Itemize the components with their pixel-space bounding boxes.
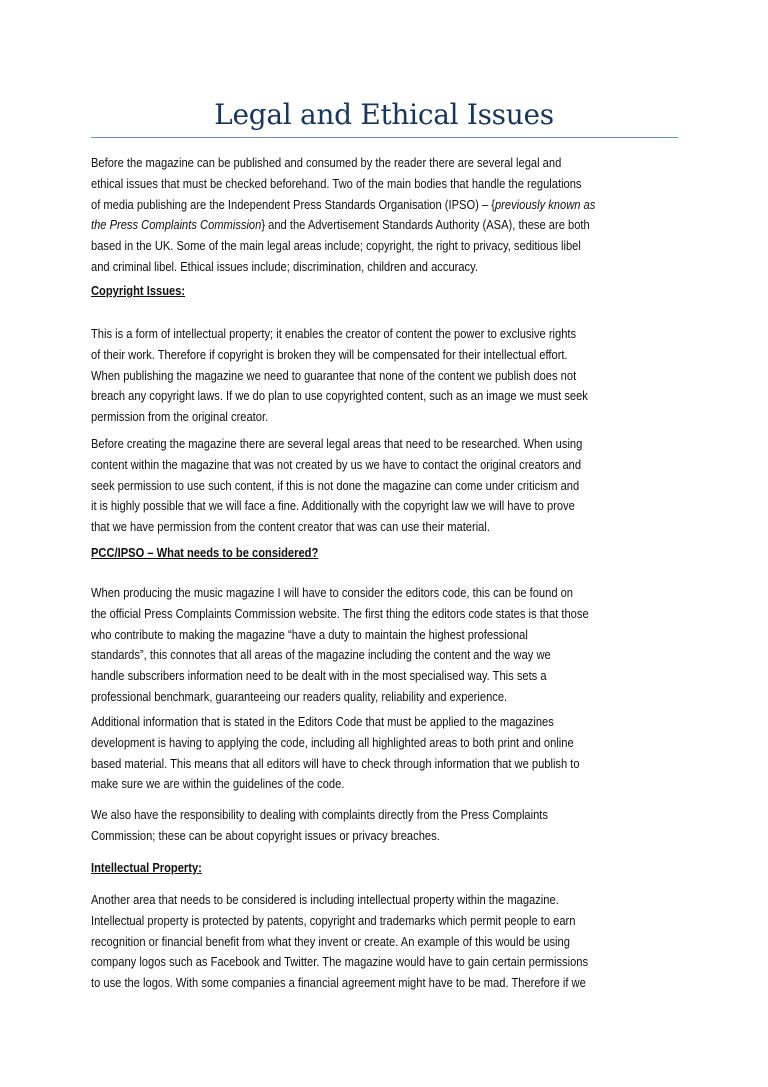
text-line: Intellectual property is protected by patents, copyright and trademarks which permit people to earn [91, 913, 576, 928]
text-line: Another area that needs to be considered is including intellectual property within the magazine. [91, 893, 559, 907]
text-line: to use the logos. With some companies a financial agreement might have to be mad. Therefore if we [91, 976, 586, 991]
text-line: of their work. Therefore if copyright is broken they will be compensated for their intellectual effort. [91, 347, 568, 362]
text-line: This is a form of intellectual property; it enables the creator of content the power to exclusive rights [91, 327, 577, 341]
paragraph [91, 583, 589, 708]
text-line: company logos such as Facebook and Twitter. The magazine would have to gain certain permissions [91, 955, 589, 970]
text-line [91, 215, 595, 236]
text-line: Before the magazine can be published and consumed by the reader there are several legal and [91, 156, 562, 170]
text-line: seek permission to use such content, if this is not done the magazine can come under criticism and [91, 478, 580, 493]
italic-text: previously known as [494, 197, 596, 212]
paragraph [91, 712, 580, 795]
title-divider [91, 137, 678, 138]
text-line: We also have the responsibility to dealing with complaints directly from the Press Complaints [91, 808, 548, 822]
text-line: and criminal libel. Ethical issues include; discrimination, children and accuracy. [91, 259, 478, 274]
text-line: standards”, this connotes that all areas of the magazine including the content and the way we [91, 648, 551, 663]
text-line: permission from the original creator. [91, 410, 269, 425]
text-segment: } and the Advertisement Standards Authority (ASA), these are both [261, 218, 590, 233]
text-line: breach any copyright laws. If we do plan to use copyrighted content, such as an image we must seek [91, 389, 588, 404]
text-line: Before creating the magazine there are several legal areas that need to be researched. When using [91, 437, 583, 451]
text-line: that we have permission from the content creator that was can use their material. [91, 520, 490, 535]
text-line: make sure we are within the guidelines of the code. [91, 777, 345, 792]
section-heading [91, 858, 202, 879]
paragraph [91, 805, 548, 847]
paragraph [91, 153, 595, 278]
text-line: Commission; these can be about copyright issues or privacy breaches. [91, 828, 440, 843]
text-line: PCC/IPSO – What needs to be considered? [91, 546, 319, 560]
text-line: handle subscribers information need to be dealt with in the most specialised way. This sets a [91, 669, 547, 684]
text-line: Copyright Issues: [91, 284, 186, 298]
text-line: the official Press Complaints Commission website. The first thing the editors code states is that those [91, 606, 589, 621]
paragraph [91, 890, 588, 994]
text-line: based in the UK. Some of the main legal areas include; copyright, the right to privacy, seditious libel [91, 239, 581, 254]
section-heading [91, 281, 185, 302]
text-line [91, 195, 595, 216]
italic-text: the Press Complaints Commission [91, 218, 262, 233]
text-line: it is highly possible that we will face a fine. Additionally with the copyright law we will have to prove [91, 499, 575, 514]
text-line: When publishing the magazine we need to guarantee that none of the content we publish does not [91, 368, 577, 383]
text-segment: of media publishing are the Independent Press Standards Organisation (IPSO) – { [91, 197, 495, 212]
text-line: who contribute to making the magazine “have a duty to maintain the highest professional [91, 627, 528, 642]
document-title: Legal and Ethical Issues [214, 98, 554, 131]
paragraph [91, 434, 582, 538]
text-line: development is having to applying the code, including all highlighted areas to both print and online [91, 735, 574, 750]
text-line: When producing the music magazine I will have to consider the editors code, this can be found on [91, 586, 574, 600]
text-line: content within the magazine that was not created by us we have to contact the original creators and [91, 457, 582, 472]
text-line: professional benchmark, guaranteeing our readers quality, reliability and experience. [91, 689, 508, 704]
text-line: ethical issues that must be checked beforehand. Two of the main bodies that handle the regulations [91, 176, 582, 191]
text-line: recognition or financial benefit from what they invent or create. An example of this would be using [91, 934, 570, 949]
text-line: Additional information that is stated in the Editors Code that must be applied to the magazines [91, 715, 554, 729]
text-line: Intellectual Property: [91, 861, 202, 875]
section-heading [91, 543, 318, 564]
text-line: based material. This means that all editors will have to check through information that we publish to [91, 756, 580, 771]
paragraph [91, 324, 588, 428]
